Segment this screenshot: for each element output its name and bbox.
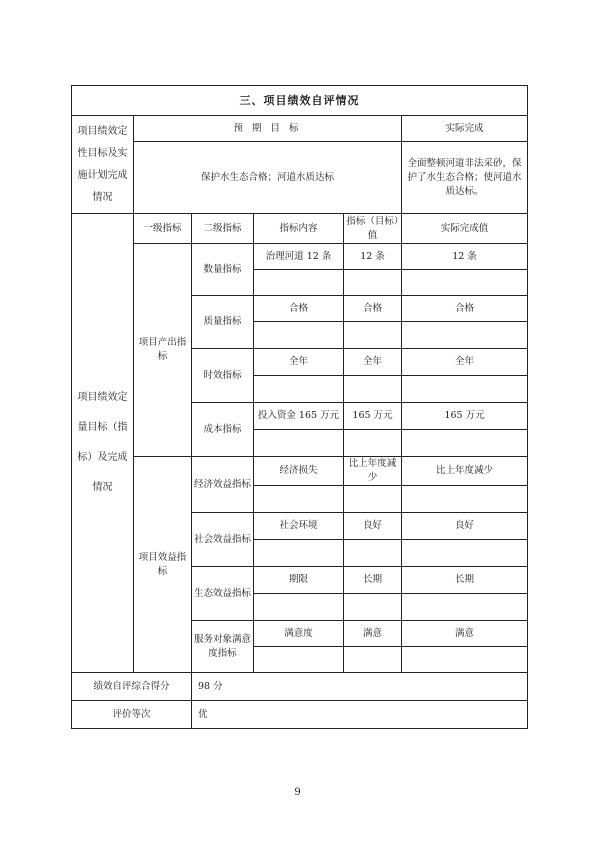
score-value: 98 分 — [192, 673, 528, 701]
benefit-indicator-label: 项目效益指标 — [134, 457, 192, 673]
empty-cell — [402, 270, 528, 296]
quantity-indicator-label: 数量指标 — [192, 244, 254, 296]
header-target: 指标（目标）值 — [344, 214, 402, 244]
header-level2: 二级指标 — [192, 214, 254, 244]
social-target: 良好 — [344, 513, 402, 540]
expected-goal-header: 预 期 目 标 — [134, 116, 402, 142]
satisfaction-target: 满意 — [344, 621, 402, 647]
quality-content: 合格 — [254, 296, 344, 322]
quality-target: 合格 — [344, 296, 402, 322]
social-content: 社会环境 — [254, 513, 344, 540]
cost-target: 165 万元 — [344, 403, 402, 430]
qual-goal-label: 项目绩效定性目标及实施计划完成情况 — [72, 116, 134, 214]
ecological-indicator-label: 生态效益指标 — [192, 567, 254, 621]
page-number: 9 — [294, 787, 301, 798]
quality-indicator-label: 质量指标 — [192, 296, 254, 349]
empty-cell — [254, 540, 344, 567]
timeliness-indicator-label: 时效指标 — [192, 349, 254, 403]
empty-cell — [402, 430, 528, 457]
empty-cell — [402, 322, 528, 349]
satisfaction-content: 满意度 — [254, 621, 344, 647]
economic-indicator-label: 经济效益指标 — [192, 457, 254, 513]
cost-indicator-label: 成本指标 — [192, 403, 254, 457]
empty-cell — [254, 647, 344, 673]
empty-cell — [402, 594, 528, 621]
empty-cell — [402, 647, 528, 673]
quantity-content: 治理河道 12 条 — [254, 244, 344, 270]
actual-completion-header: 实际完成 — [402, 116, 528, 142]
quality-actual: 合格 — [402, 296, 528, 322]
empty-cell — [254, 376, 344, 403]
economic-actual: 比上年度减少 — [402, 457, 528, 486]
social-actual: 良好 — [402, 513, 528, 540]
ecological-content: 期限 — [254, 567, 344, 594]
empty-cell — [344, 430, 402, 457]
empty-cell — [344, 540, 402, 567]
economic-content: 经济损失 — [254, 457, 344, 486]
grade-value: 优 — [192, 701, 528, 729]
empty-cell — [402, 540, 528, 567]
section-title: 三、项目绩效自评情况 — [72, 86, 528, 116]
empty-cell — [344, 647, 402, 673]
satisfaction-actual: 满意 — [402, 621, 528, 647]
empty-cell — [254, 594, 344, 621]
empty-cell — [344, 270, 402, 296]
empty-cell — [254, 486, 344, 513]
timeliness-target: 全年 — [344, 349, 402, 376]
timeliness-actual: 全年 — [402, 349, 528, 376]
empty-cell — [254, 270, 344, 296]
header-level1: 一级指标 — [134, 214, 192, 244]
actual-completion-text: 全面整顿河道非法采砂，保护了水生态合格；使河道水质达标。 — [402, 142, 528, 214]
empty-cell — [254, 430, 344, 457]
ecological-actual: 长期 — [402, 567, 528, 594]
empty-cell — [402, 376, 528, 403]
ecological-target: 长期 — [344, 567, 402, 594]
header-content: 指标内容 — [254, 214, 344, 244]
economic-target: 比上年度减少 — [344, 457, 402, 486]
empty-cell — [254, 322, 344, 349]
empty-cell — [402, 486, 528, 513]
satisfaction-indicator-label: 服务对象满意度指标 — [192, 621, 254, 673]
empty-cell — [344, 594, 402, 621]
performance-table — [71, 85, 528, 729]
empty-cell — [344, 322, 402, 349]
quant-goal-label: 项目绩效定量目标（指标）及完成情况 — [72, 214, 134, 673]
output-indicator-label: 项目产出指标 — [134, 244, 192, 457]
social-indicator-label: 社会效益指标 — [192, 513, 254, 567]
quantity-target: 12 条 — [344, 244, 402, 270]
grade-label: 评价等次 — [72, 701, 192, 729]
empty-cell — [344, 486, 402, 513]
expected-goal-text: 保护水生态合格；河道水质达标 — [134, 142, 402, 214]
quantity-actual: 12 条 — [402, 244, 528, 270]
header-actual: 实际完成值 — [402, 214, 528, 244]
empty-cell — [344, 376, 402, 403]
score-label: 绩效自评综合得分 — [72, 673, 192, 701]
timeliness-content: 全年 — [254, 349, 344, 376]
cost-content: 投入资金 165 万元 — [254, 403, 344, 430]
cost-actual: 165 万元 — [402, 403, 528, 430]
